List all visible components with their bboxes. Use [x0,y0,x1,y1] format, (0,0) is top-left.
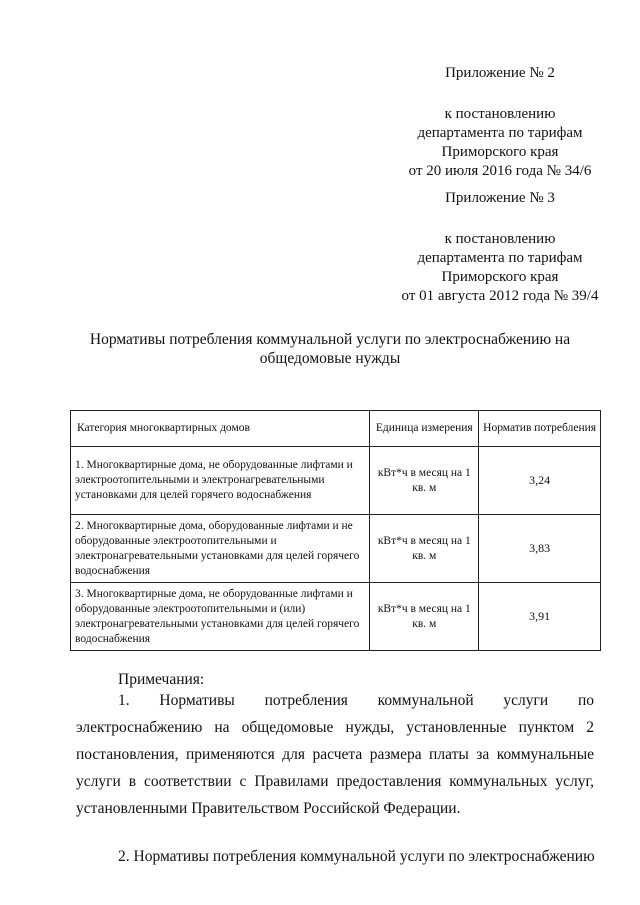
note-paragraph-2: 2. Нормативы потребления коммунальной услуги по электроснабжению [118,848,595,865]
appendix-3-line: к постановлению [444,231,556,247]
appendix-3-line: департамента по тарифам [417,250,583,266]
table-row [71,583,601,651]
appendix-3-line: Приморского края [441,269,559,285]
appendix-3-reference [380,230,620,306]
table-row [71,515,601,583]
appendix-2-title: Приложение № 2 [445,65,555,81]
row-category: 2. Многоквартирные дома, оборудованные лифтами и не оборудованные электроотопительными и электронагревательными установками для целей горячего водоснабжения [71,515,370,583]
header-category: Категория многоквартирных домов [71,411,370,447]
row-category: 1. Многоквартирные дома, не оборудованные лифтами и электроотопительными и электронагревательными установками для целей горячего водоснабжения [71,447,370,515]
appendix-3-line: от 01 августа 2012 года № 39/4 [401,288,599,304]
appendix-2-line: к постановлению [444,106,556,122]
row-unit: кВт*ч в месяц на 1 кв. м [370,447,479,515]
norms-table [70,410,601,651]
title-line: Нормативы потребления коммунальной услуги по электроснабжению на [89,331,571,348]
row-norm-value: 3,24 [479,447,601,515]
row-unit: кВт*ч в месяц на 1 кв. м [370,583,479,651]
appendix-2-reference [390,105,610,181]
appendix-2-line: Приморского края [441,144,559,160]
row-norm-value: 3,83 [479,515,601,583]
row-category: 3. Многоквартирные дома, не оборудованные лифтами и оборудованные электроотопительными и (или) электронагревательными установками для целей горячего водоснабжения [71,583,370,651]
table-row [71,447,601,515]
appendix-3-title: Приложение № 3 [445,190,555,206]
appendix-2-line: департамента по тарифам [417,125,583,141]
note-paragraph-1: 1. Нормативы потребления коммунальной услуги по электроснабжению на общедомовые нужды, установленные пунктом 2 постановления, применяются для расчета размера платы за коммунальные услуги в соответствии с Правилами предоставления коммунальных услуг, установленными Правительством Российской Федерации. [76,692,594,817]
header-unit: Единица измерения [370,411,479,447]
row-unit: кВт*ч в месяц на 1 кв. м [370,515,479,583]
appendix-2-line: от 20 июля 2016 года № 34/6 [408,163,592,179]
notes-heading: Примечания: [118,671,205,688]
row-norm-value: 3,91 [479,583,601,651]
document-title [60,330,600,368]
table-header-row [71,411,601,447]
title-line: общедомовые нужды [259,350,401,367]
header-norm: Норматив потребления [479,411,601,447]
